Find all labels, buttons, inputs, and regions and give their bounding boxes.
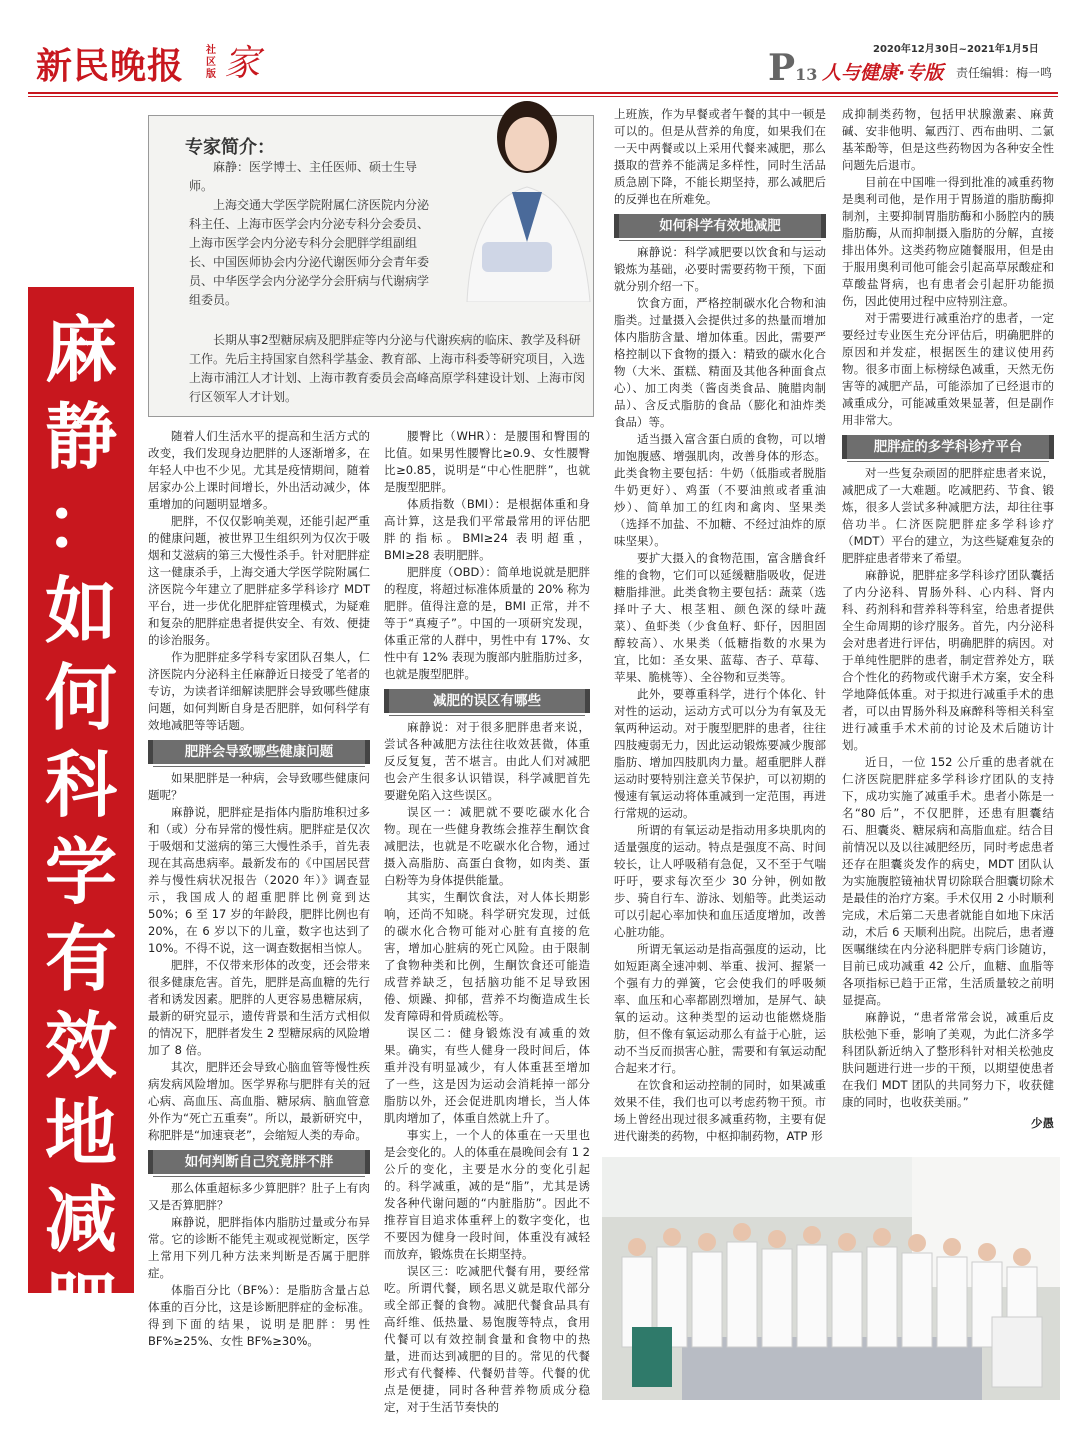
section-title: 人与健康·专版 [822,62,944,84]
column-3 [614,106,826,1145]
paragraph: 误区二：健身锻炼没有减重的效果。确实，有些人健身一段时间后，体重并没有明显减少，有人体重甚至增加了一些，这是因为运动会消耗掉一部分脂肪以外，还会促进肌肉增长，当人体肌肉增加了，体重自然就上升了。 [384,1026,590,1125]
editor-credit: 责任编辑：梅一鸣 [956,66,1053,80]
paragraph: 肥胖度（OBD）：简单地说就是肥胖的程度，将超过标准体质量的 20% 称为肥胖。值得注意的是，BMI 正常，并不等于“真瘦子”。中国的一项研究发现，体重正常的人群中，男性中有 17%、女性中有 12% 表现为腹部内脏脂肪过多，也就是腹型肥胖。 [384,565,590,681]
column-2 [384,428,590,1416]
paragraph: 要扩大摄入的食物范围，富含膳食纤维的食物，它们可以延缓糖脂吸收，促进糖脂排泄。此类食物主要包括：蔬菜（选择叶子大、根茎粗、颜色深的绿叶蔬菜）、鱼虾类（少食鱼籽、虾仔，因胆固醇较高）、水果类（低糖指数的水果为宜，比如：圣女果、蓝莓、杏子、草莓、苹果、脆桃等）、全谷物和豆类等。 [614,551,826,684]
paragraph: 麻静说，肥胖指体内脂肪过量或分布异常。它的诊断不能凭主观或视觉断定，医学上常用下列几种方法来判断是否属于肥胖症。 [148,1215,370,1280]
paragraph: 那么体重超标多少算肥胖？肚子上有肉又是否算肥胖？ [148,1181,370,1212]
paragraph: 所谓的有氧运动是指动用多块肌肉的适量强度的运动。特点是强度不高、时间较长，让人呼吸稍有急促，又不至于气喘吁吁，要求每次至少 30 分钟，例如散步、骑自行车、游泳、划船等。此类运动可以引起心率加快和血压适度增加，改善心脏功能。 [614,823,826,939]
profile-research: 长期从事2型糖尿病及肥胖症等内分泌与代谢疾病的临床、教学及科研工作。先后主持国家自然科学基金、教育部、上海市科委等研究项目，入选上海市浦江人才计划、上海市教育委员会高峰高原学科建设计划、上海市闵行区领军人才计划。 [189,333,586,404]
paragraph: 肥胖，不仅带来形体的改变，还会带来很多健康危害。首先，肥胖是高血糖的先行者和诱发因素。肥胖的人更容易患糖尿病，最新的研究显示，遗传背景和生活方式相似的情况下，肥胖者发生 2 型糖尿病的风险增加了 8 倍。 [148,958,370,1057]
paragraph: 其实，生酮饮食法，对人体长期影响，还尚不知晓。科学研究发现，过低的碳水化合物可能对心脏有直接的危害，增加心脏病的死亡风险。由于限制了食物种类和比例，生酮饮食还可能造成营养缺乏，包括脑功能不足导致困倦、烦躁、抑郁，营养不均衡造成生长发育障碍和骨质疏松等。 [384,890,590,1023]
logo-edition: 社区版 [206,45,216,80]
logo-jia: 家 [224,43,261,84]
expert-portrait [452,92,602,302]
paragraph: 作为肥胖症多学科专家团队召集人，仁济医院内分泌科主任麻静近日接受了笔者的专访，为读者详细解读肥胖会导致哪些健康问题，如何判断自身是否肥胖，如何科学有效地减肥等等话题。 [148,650,370,732]
paragraph: 麻静说，“患者常常会说，减重后皮肤松弛下垂，影响了美观，为此仁济多学科团队新近纳入了整形科针对相关松弛皮肤问题进行进一步的干预，以期望使患者在我们 MDT 团队的共同努力下，收获健康的同时，也收获美丽。” [842,1010,1054,1109]
paragraph: 对于需要进行减重治疗的患者，一定要经过专业医生充分评估后，明确肥胖的原因和并发症，根据医生的建议使用药物。很多市面上标榜绿色减重，天然无伤害等的减肥产品，可能添加了已经退市的减重成分，可能减重效果显著，但是副作用非常大。 [842,311,1054,427]
paragraph: 在饮食和运动控制的同时，如果减重效果不佳，我们也可以考虑药物干预。市场上曾经出现过很多减重药物，主要有促进代谢类的药物，中枢抑制药物，ATP 形 [614,1078,826,1143]
subhead: 肥胖症的多学科诊疗平台 [842,435,1054,459]
paragraph: 上班族，作为早餐或者午餐的其中一顿是可以的。但是从营养的角度，如果我们在一天中两餐或以上采用代餐来减肥，那么摄取的营养不能满足多样性，同时生活品质急剧下降，不能长期坚持，那么减肥后的反弹也在所难免。 [614,107,826,206]
subhead: 如何科学有效地减肥 [614,214,826,238]
paragraph: 对一些复杂顽固的肥胖症患者来说，减肥成了一大难题。吃减肥药、节食、锻炼，很多人尝试多种减肥方法，却往往事倍功半。仁济医院肥胖症多学科诊疗（MDT）平台的建立，为这些疑难复杂的肥胖症患者带来了希望。 [842,466,1054,565]
paragraph: 腰臀比（WHR）：是腰围和臀围的比值。如果男性腰臀比≥0.9、女性腰臀比≥0.85，说明是“中心性肥胖”，也就是腹型肥胖。 [384,429,590,494]
paragraph: 随着人们生活水平的提高和生活方式的改变，我们发现身边肥胖的人逐渐增多，在年轻人中也不少见。尤其是疫情期间，随着居家办公上课时间增长，外出活动减少，体重增加的问题明显增多。 [148,429,370,511]
paragraph: 体质指数（BMI）：是根据体重和身高计算，这是我们平常最常用的评估肥胖的指标。BMI≥24 表明超重，BMI≥28 表明肥胖。 [384,497,590,562]
column-4 [842,106,1054,1132]
paragraph: 体脂百分比（BF%）：是脂肪含量占总体重的百分比，这是诊断肥胖症的金标准。得到下面的结果，说明是肥胖：男性 BF%≥25%、女性 BF%≥30%。 [148,1283,370,1348]
paragraph: 如果肥胖是一种病，会导致哪些健康问题呢？ [148,771,370,802]
paragraph: 饮食方面，严格控制碳水化合物和油脂类。过量摄入会提供过多的热量而增加体内脂肪含量、增加体重。因此，需要严格控制以下食物的摄入：精致的碳水化合物（大米、蛋糕、精面及其他各种面食点心）、加工肉类（酱卤类食品、腌腊肉制品）、含反式脂肪的食品（膨化和油炸类食品）等。 [614,296,826,429]
paragraph: 误区三：吃减肥代餐有用，要经常吃。所谓代餐，顾名思义就是取代部分或全部正餐的食物。减肥代餐食品具有高纤维、低热量、易饱腹等特点，食用代餐可以有效控制食量和食物中的热量，进而达到减肥的目的。常见的代餐形式有代餐棒、代餐奶昔等。代餐的优点是便捷，同时各种营养物质成分稳定，对于生活节奏快的 [384,1264,590,1414]
masthead [28,42,1058,92]
paragraph: 所谓无氧运动是指高强度的运动，比如短距离全速冲刺、举重、拔河、握紧一个强有力的弹簧，它会使我们的呼吸频率、血压和心率都剧烈增加，是屏气、缺氧的运动。这种类型的运动也能燃烧脂肪，但不像有氧运动那么有益于心脏，运动不当反而损害心脏，需要和有氧运动配合起来才行。 [614,942,826,1075]
subhead: 如何判断自己究竟胖不胖 [148,1150,370,1174]
paragraph: 其次，肥胖还会导致心脑血管等慢性疾病发病风险增加。医学界称与肥胖有关的冠心病、高血压、高血脂、糖尿病、脑血管意外作为“死亡五重奏”。所以，最新研究中，称肥胖是“加速衰老”，会缩短人类的寿命。 [148,1060,370,1142]
paragraph: 事实上，一个人的体重在一天里也是会变化的。人的体重在晨晚间会有 1 2 公斤的变化，主要是水分的变化引起的。科学减重，减的是“脂”，尤其是诱发各种代谢问题的“内脏脂肪”。因此不推荐盲目追求体重秤上的数字变化，也不要因为健身一段时间，体重没有减轻而放弃，锻炼贵在长期坚持。 [384,1128,590,1261]
paragraph: 成抑制类药物，包括甲状腺激素、麻黄碱、安非他明、氟西汀、西布曲明、二氯基苯酚等，但是这些药物因为各种安全性问题先后退市。 [842,107,1054,172]
newspaper-logo: 新民晚报 [36,45,185,87]
column-1 [148,428,370,1350]
paragraph: 麻静说，肥胖症多学科诊疗团队囊括了内分泌科、胃肠外科、心内科、肾内科、药剂科和营养科等科室，给患者提供全生命周期的诊疗服务。首先，内分泌科会对患者进行评估，明确肥胖的病因。对于单纯性肥胖的患者，制定营养处方，联合个性化的药物或代谢手术方案，安全科学地降低体重。对于拟进行减重手术的患者，可以由胃肠外科及麻醉科等相关科室进行减重手术术前的讨论及术后随访计划。 [842,568,1054,752]
headline: 麻 静 ： 如 何 科 学 有 效 地 减 肥 [44,308,117,1349]
subhead: 肥胖会导致哪些健康问题 [148,740,370,764]
paragraph: 麻静说，肥胖症是指体内脂肪堆积过多和（或）分布异常的慢性病。肥胖症是仅次于吸烟和艾滋病的第三大慢性杀手，首先表现在其高患病率。最新发布的《中国居民营养与慢性病状况报告（2020 年）》调查显示，我国成人的超重肥胖比例竟到达 50%；6 至 17 岁的年龄段，肥胖比例也有 20%，在 6 岁以下的儿童，数字也达到了 10%。不得不说，这一调查数据相当惊人。 [148,805,370,955]
subhead: 减肥的误区有哪些 [384,689,590,713]
author-byline: 少愚 [1031,1116,1054,1130]
paragraph: 近日，一位 152 公斤重的患者就在仁济医院肥胖症多学科诊疗团队的支持下，成功实施了减重手术。患者小陈是一名“80 后”，不仅肥胖，还患有胆囊结石、胆囊炎、糖尿病和高脂血症。结合目前情况以及以往减肥经历，同时考虑患者还存在胆囊炎发作的病史，MDT 团队认为实施腹腔镜袖状胃切除联合胆囊切除术是最佳的治疗方案。手术仅用 2 小时顺利完成，术后第二天患者就能自如地下床活动，术后 6 天顺利出院。出院后，患者遵医嘱继续在内分泌科肥胖专病门诊随访，目前已成功减重 42 公斤，血糖、血脂等各项指标已趋于正常，生活质量较之前明显提高。 [842,755,1054,1007]
paragraph: 此外，要尊重科学，进行个体化、针对性的运动，运动方式可以分为有氧及无氧两种运动。对于腹型肥胖的患者，往往四肢瘦弱无力，因此运动锻炼要减少腹部脂肪、增加四肢肌肉力量。超重肥胖人群运动时要特别注意关节保护，可以初期的慢速有氧运动将体重减到一定范围，再进行常规的运动。 [614,687,826,820]
paragraph: 适当摄入富含蛋白质的食物，可以增加饱腹感、增强肌肉，改善身体的形态。此类食物主要包括：牛奶（低脂或者脱脂牛奶更好）、鸡蛋（不要油煎或者重油炒）、简单加工的红肉和禽肉、坚果类（选择不加盐、不加糖、不经过油炸的原味坚果）。 [614,432,826,548]
paragraph: 误区一：减肥就不要吃碳水化合物。现在一些健身教练会推荐生酮饮食减肥法，也就是不吃碳水化合物，通过摄入高脂肪、高蛋白食物，如肉类、蛋白粉等为身体提供能量。 [384,805,590,887]
paragraph: 目前在中国唯一得到批准的减重药物是奥利司他，是作用于胃肠道的脂肪酶抑制剂，主要抑制胃脂肪酶和小肠腔内的胰脂肪酶，从而抑制摄入脂肪的分解，直接排出体外。这类药物应随餐服用，但是由于服用奥利司他可能会引起高草尿酸症和草酸盐肾病，也有患者会引起肝功能损伤，因此使用过程中应特别注意。 [842,175,1054,308]
profile-positions: 上海交通大学医学院附属仁济医院内分泌科主任、上海市医学会内分泌专科分会委员、上海市医学会内分泌专科分会肥胖学组副组长、中国医师协会内分泌代谢医师分会青年委员、中华医学会内分泌学分会肝病与代谢病学组委员。 [189,198,430,307]
paragraph: 麻静说：科学减肥要以饮食和与运动锻炼为基础，必要时需要药物干预，下面就分别介绍一下。 [614,245,826,293]
paragraph: 麻静说：对于很多肥胖患者来说，尝试各种减肥方法往往收效甚微，体重反反复复，苦不堪言。由此人们对减肥也会产生很多认识错误，科学减肥首先要避免陷入这些误区。 [384,720,590,802]
paragraph: 肥胖，不仅仅影响美观，还能引起严重的健康问题，被世界卫生组织列为仅次于吸烟和艾滋病的第三大慢性杀手。针对肥胖症这一健康杀手，上海交通大学医学院附属仁济医院今年建立了肥胖症多学科诊疗 MDT 平台，进一步优化肥胖症管理模式，为疑难和复杂的肥胖症患者提供安全、有效、便捷的诊治服务。 [148,514,370,647]
issue-dates: 2020年12月30日~2021年1月5日 [873,44,1039,55]
profile-intro: 麻静：医学博士、主任医师、硕士生导师。 [189,160,418,193]
headline-banner [28,287,134,1349]
team-group-photo [602,1157,1060,1400]
profile-heading: 专家简介： [185,137,275,158]
page-number: P13 [768,47,818,89]
